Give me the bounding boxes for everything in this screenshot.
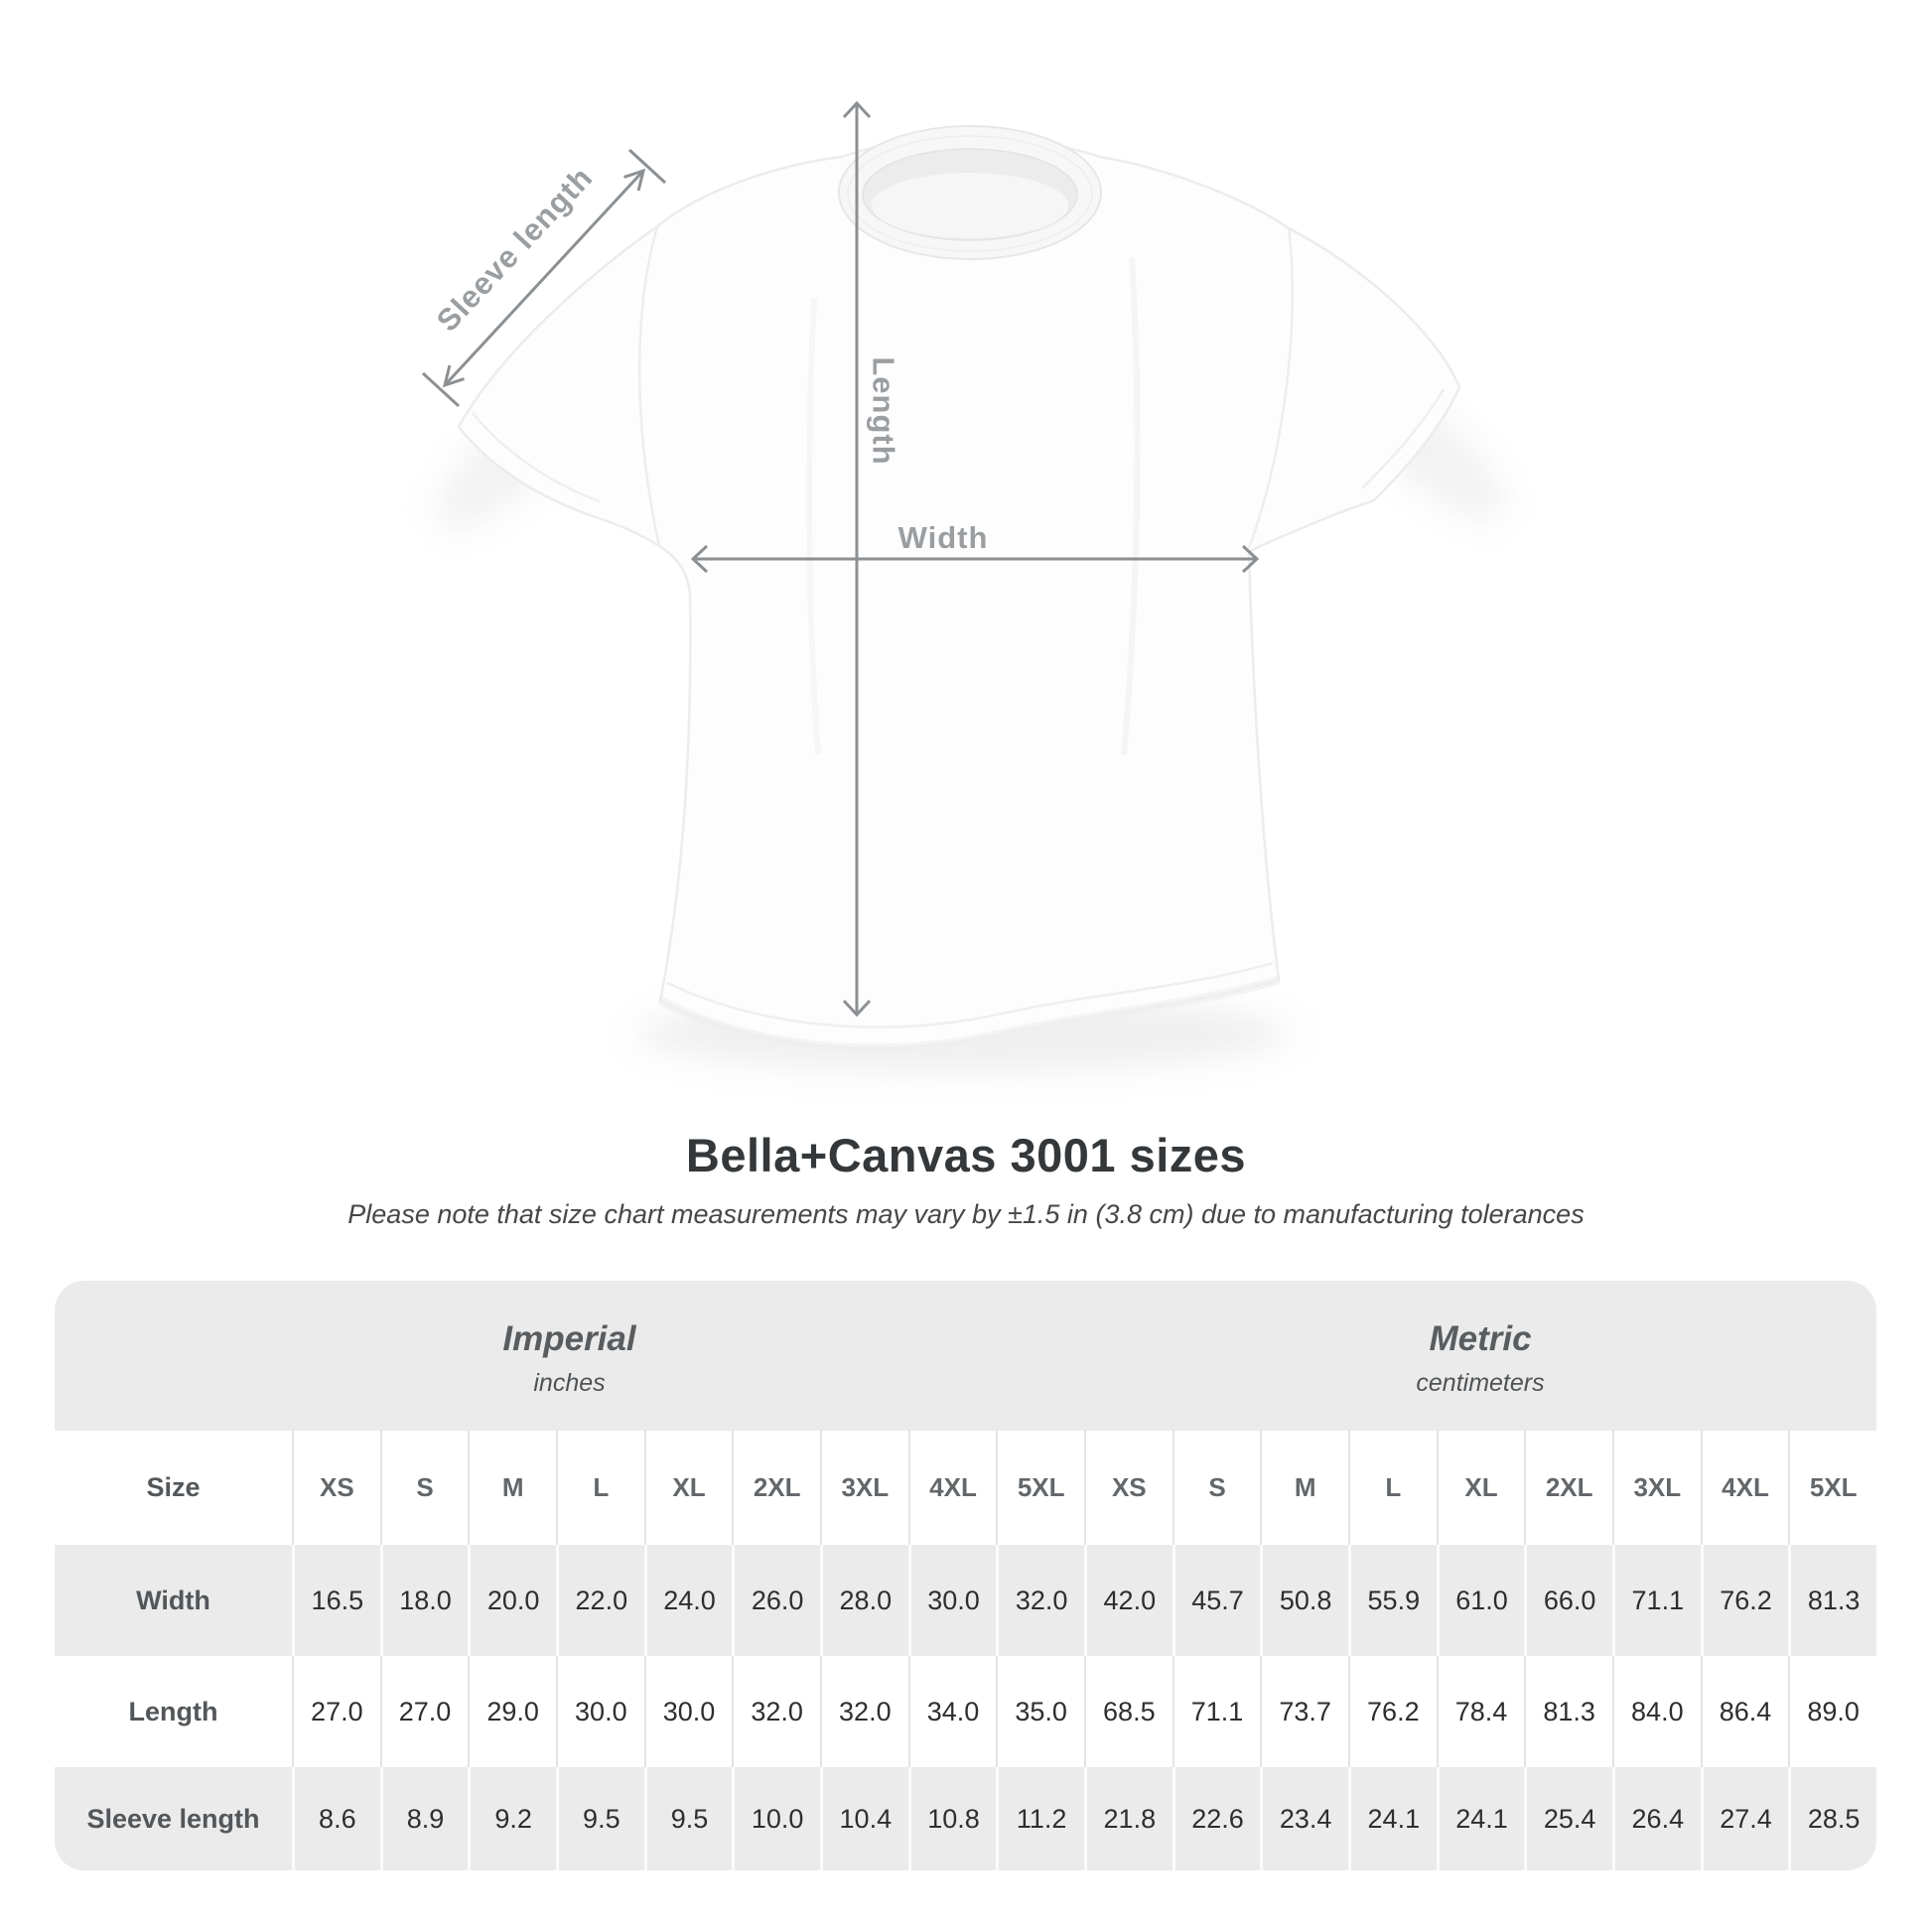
table-cell: 24.1 xyxy=(1437,1767,1525,1870)
size-header-cell: M xyxy=(1260,1431,1348,1545)
table-cell: 45.7 xyxy=(1173,1545,1261,1656)
imperial-title: Imperial xyxy=(502,1319,636,1358)
table-cell: 26.0 xyxy=(732,1545,820,1656)
size-column-header: Size xyxy=(146,1472,201,1502)
table-cell: 29.0 xyxy=(468,1656,556,1767)
table-cell: 28.5 xyxy=(1788,1767,1876,1870)
table-cell: 18.0 xyxy=(380,1545,469,1656)
table-cell: 16.5 xyxy=(292,1545,380,1656)
size-header-cell: 2XL xyxy=(1524,1431,1612,1545)
table-row-sleeve-length xyxy=(55,1767,1876,1870)
table-cell: 27.0 xyxy=(292,1656,380,1767)
size-header-cell: S xyxy=(380,1431,469,1545)
sleeve-length-label: Sleeve length xyxy=(429,160,600,339)
size-header-cell: 5XL xyxy=(996,1431,1084,1545)
table-cell: 32.0 xyxy=(996,1545,1084,1656)
units-header-band xyxy=(55,1281,1876,1431)
table-cell: 27.0 xyxy=(380,1656,469,1767)
table-cell: 73.7 xyxy=(1260,1656,1348,1767)
page-title: Bella+Canvas 3001 sizes xyxy=(685,1129,1247,1181)
table-cell: 8.9 xyxy=(380,1767,469,1870)
size-header-cell: L xyxy=(1348,1431,1437,1545)
table-cell: 9.2 xyxy=(468,1767,556,1870)
size-header-cell: XS xyxy=(1084,1431,1173,1545)
table-cell: 10.8 xyxy=(908,1767,997,1870)
table-cell: 86.4 xyxy=(1701,1656,1789,1767)
size-header-cell: XS xyxy=(292,1431,380,1545)
row-label: Width xyxy=(136,1585,210,1615)
length-label: Length xyxy=(866,356,901,466)
imperial-unit: inches xyxy=(533,1369,606,1397)
size-header-cell: 4XL xyxy=(908,1431,997,1545)
table-cell: 76.2 xyxy=(1348,1656,1437,1767)
table-cell: 81.3 xyxy=(1788,1545,1876,1656)
table-cell: 32.0 xyxy=(732,1656,820,1767)
table-cell: 9.5 xyxy=(556,1767,644,1870)
metric-unit: centimeters xyxy=(1416,1369,1545,1397)
table-cell: 55.9 xyxy=(1348,1545,1437,1656)
table-cell: 78.4 xyxy=(1437,1656,1525,1767)
imperial-header xyxy=(55,1281,1084,1431)
table-row-width xyxy=(55,1545,1876,1656)
table-cell: 23.4 xyxy=(1260,1767,1348,1870)
table-cell: 76.2 xyxy=(1701,1545,1789,1656)
size-header-cell: 3XL xyxy=(1612,1431,1701,1545)
table-cell: 11.2 xyxy=(996,1767,1084,1870)
size-header-row xyxy=(55,1431,1876,1545)
table-cell: 20.0 xyxy=(468,1545,556,1656)
table-cell: 28.0 xyxy=(820,1545,908,1656)
tshirt-body xyxy=(459,138,1459,1048)
table-cell: 26.4 xyxy=(1612,1767,1701,1870)
table-cell: 61.0 xyxy=(1437,1545,1525,1656)
size-header-cell: 3XL xyxy=(820,1431,908,1545)
metric-title: Metric xyxy=(1429,1319,1532,1358)
tolerance-note: Please note that size chart measurements may vary by ±1.5 in (3.8 cm) due to manufacturing tolerances xyxy=(347,1199,1585,1229)
size-header-cell: XL xyxy=(644,1431,733,1545)
table-cell: 50.8 xyxy=(1260,1545,1348,1656)
table-cell: 21.8 xyxy=(1084,1767,1173,1870)
width-label: Width xyxy=(897,520,989,555)
table-cell: 24.1 xyxy=(1348,1767,1437,1870)
table-cell: 30.0 xyxy=(556,1656,644,1767)
table-cell: 71.1 xyxy=(1612,1545,1701,1656)
table-cell: 68.5 xyxy=(1084,1656,1173,1767)
row-label: Sleeve length xyxy=(86,1803,260,1834)
table-cell: 10.0 xyxy=(732,1767,820,1870)
size-header-cell: 4XL xyxy=(1701,1431,1789,1545)
neck-opening-inner xyxy=(872,173,1068,238)
table-cell: 81.3 xyxy=(1524,1656,1612,1767)
table-cell: 71.1 xyxy=(1173,1656,1261,1767)
table-cell: 42.0 xyxy=(1084,1545,1173,1656)
metric-header xyxy=(1084,1281,1876,1431)
size-header-cell: XL xyxy=(1437,1431,1525,1545)
size-header-cell: L xyxy=(556,1431,644,1545)
table-cell: 30.0 xyxy=(644,1656,733,1767)
table-cell: 8.6 xyxy=(292,1767,380,1870)
table-cell: 24.0 xyxy=(644,1545,733,1656)
size-header-cell: 2XL xyxy=(732,1431,820,1545)
size-header-cell: 5XL xyxy=(1788,1431,1876,1545)
table-cell: 66.0 xyxy=(1524,1545,1612,1656)
size-chart-table xyxy=(55,1281,1876,1870)
table-cell: 34.0 xyxy=(908,1656,997,1767)
table-cell: 9.5 xyxy=(644,1767,733,1870)
size-header-cell: S xyxy=(1173,1431,1261,1545)
size-header-cell: M xyxy=(468,1431,556,1545)
table-cell: 10.4 xyxy=(820,1767,908,1870)
table-cell: 32.0 xyxy=(820,1656,908,1767)
table-cell: 22.0 xyxy=(556,1545,644,1656)
table-cell: 22.6 xyxy=(1173,1767,1261,1870)
table-cell: 25.4 xyxy=(1524,1767,1612,1870)
table-cell: 27.4 xyxy=(1701,1767,1789,1870)
table-cell: 30.0 xyxy=(908,1545,997,1656)
table-row-length xyxy=(55,1656,1876,1767)
row-label: Length xyxy=(128,1696,218,1726)
table-cell: 84.0 xyxy=(1612,1656,1701,1767)
table-cell: 35.0 xyxy=(996,1656,1084,1767)
table-cell: 89.0 xyxy=(1788,1656,1876,1767)
